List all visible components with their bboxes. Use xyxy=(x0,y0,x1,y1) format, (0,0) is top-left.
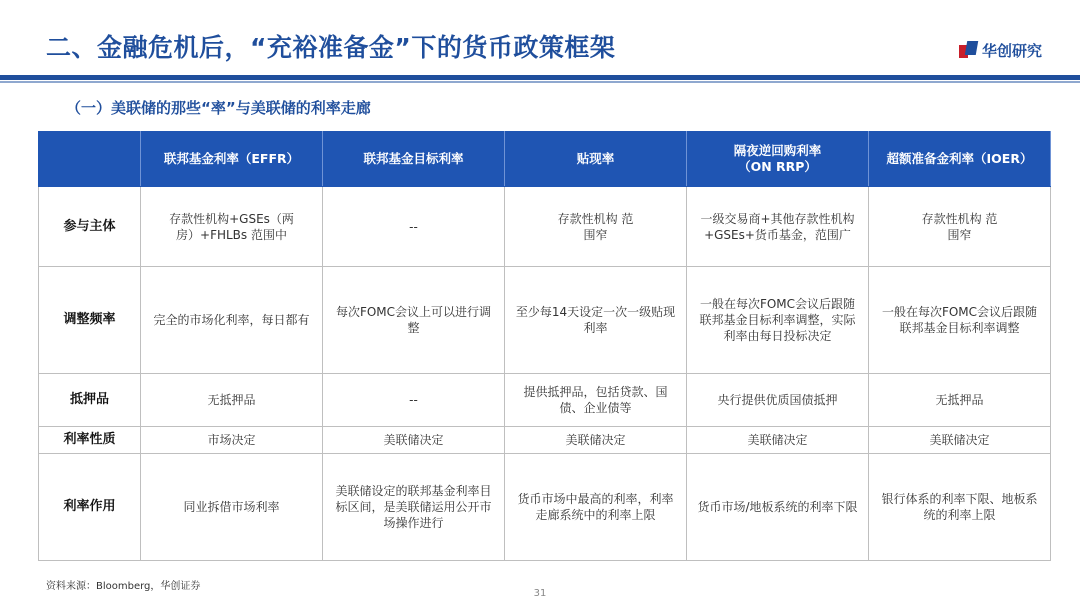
table-cell: 市场决定 xyxy=(141,427,323,454)
logo-mark-icon xyxy=(959,41,977,59)
table-row xyxy=(39,454,1051,561)
table-cell: 存款性机构+GSEs（两房）+FHLBs 范围中 xyxy=(141,187,323,267)
column-header-target-rate: 联邦基金目标利率 xyxy=(323,132,505,187)
company-logo xyxy=(959,38,1042,62)
table-cell: 美联储决定 xyxy=(323,427,505,454)
row-label: 抵押品 xyxy=(39,374,141,427)
table-cell: 一般在每次FOMC会议后跟随联邦基金目标利率调整，实际利率由每日投标决定 xyxy=(687,267,869,374)
slide-title: 二、金融危机后，“充裕准备金”下的货币政策框架 xyxy=(46,33,616,62)
table-header-row xyxy=(39,132,1051,187)
header-divider xyxy=(0,75,1080,80)
table-cell: 货币市场中最高的利率，利率走廊系统中的利率上限 xyxy=(505,454,687,561)
column-header-discount-rate: 贴现率 xyxy=(505,132,687,187)
table-cell: 央行提供优质国债抵押 xyxy=(687,374,869,427)
rates-comparison-table xyxy=(38,131,1051,561)
column-header-ioer: 超额准备金利率（IOER） xyxy=(869,132,1051,187)
table-cell: 美联储决定 xyxy=(687,427,869,454)
column-header-effr: 联邦基金利率（EFFR） xyxy=(141,132,323,187)
column-header-on-rrp: 隔夜逆回购利率（ON RRP） xyxy=(687,132,869,187)
table-cell: 每次FOMC会议上可以进行调整 xyxy=(323,267,505,374)
page-number: 31 xyxy=(533,588,547,599)
table-row xyxy=(39,427,1051,454)
table-row xyxy=(39,267,1051,374)
table-row xyxy=(39,187,1051,267)
table-cell: 银行体系的利率下限、地板系统的利率上限 xyxy=(869,454,1051,561)
table-cell: 存款性机构 范围窄 xyxy=(869,187,1051,267)
table-cell: 无抵押品 xyxy=(869,374,1051,427)
table-cell: -- xyxy=(323,187,505,267)
table-cell: 无抵押品 xyxy=(141,374,323,427)
logo-text: 华创研究 xyxy=(981,41,1042,60)
row-label: 利率作用 xyxy=(39,454,141,561)
table-cell: 美联储设定的联邦基金利率目标区间，是美联储运用公开市场操作进行 xyxy=(323,454,505,561)
table-cell: -- xyxy=(323,374,505,427)
table-cell: 提供抵押品，包括贷款、国债、企业债等 xyxy=(505,374,687,427)
table-cell: 同业拆借市场利率 xyxy=(141,454,323,561)
table-cell: 至少每14天设定一次一级贴现利率 xyxy=(505,267,687,374)
row-label: 参与主体 xyxy=(39,187,141,267)
table-corner-cell xyxy=(39,132,141,187)
source-note: 资料来源：Bloomberg，华创证券 xyxy=(46,581,201,592)
table-cell: 美联储决定 xyxy=(505,427,687,454)
table-cell: 一般在每次FOMC会议后跟随联邦基金目标利率调整 xyxy=(869,267,1051,374)
table-row xyxy=(39,374,1051,427)
table-cell: 存款性机构 范围窄 xyxy=(505,187,687,267)
header-subdivider xyxy=(0,81,1080,83)
section-subtitle: （一）美联储的那些“率”与美联储的利率走廊 xyxy=(66,99,371,117)
table-cell: 一级交易商+其他存款性机构+GSEs+货币基金，范围广 xyxy=(687,187,869,267)
row-label: 调整频率 xyxy=(39,267,141,374)
table-cell: 美联储决定 xyxy=(869,427,1051,454)
row-label: 利率性质 xyxy=(39,427,141,454)
table-cell: 完全的市场化利率，每日都有 xyxy=(141,267,323,374)
table-cell: 货币市场/地板系统的利率下限 xyxy=(687,454,869,561)
